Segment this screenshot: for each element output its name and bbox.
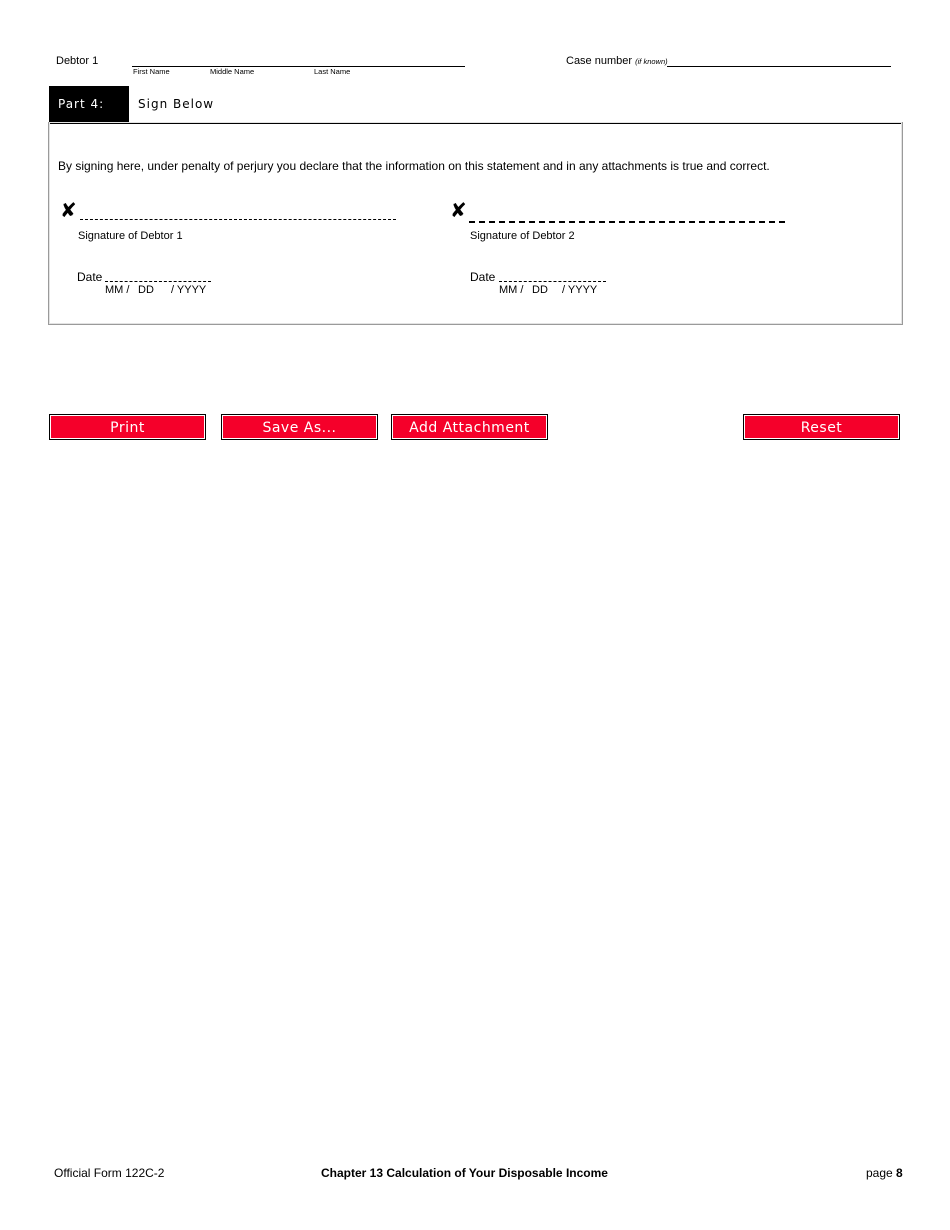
debtor1-signature-line[interactable]	[80, 219, 396, 220]
debtor2-date-dd: DD	[532, 284, 548, 296]
x-mark-icon: ✘	[450, 198, 467, 222]
part-title: Sign Below	[138, 97, 215, 111]
middle-name-caption: Middle Name	[210, 67, 255, 76]
part-header	[49, 86, 902, 124]
case-number-note: (if known)	[635, 57, 668, 66]
debtor-name-line[interactable]	[132, 66, 465, 67]
debtor2-signature-label: Signature of Debtor 2	[470, 230, 575, 242]
debtor1-date-mm: MM /	[105, 284, 130, 296]
first-name-caption: First Name	[133, 67, 170, 76]
reset-button[interactable]: Reset	[743, 414, 900, 440]
debtor2-date-line[interactable]	[499, 281, 606, 282]
print-button[interactable]: Print	[49, 414, 206, 440]
page-label: page	[866, 1166, 893, 1180]
case-number-label	[566, 55, 668, 67]
debtor2-date-label: Date	[470, 270, 496, 284]
x-mark-icon: ✘	[60, 198, 77, 222]
debtor-label: Debtor 1	[56, 55, 99, 67]
case-number-line[interactable]	[667, 66, 891, 67]
debtor1-date-label: Date	[77, 270, 103, 284]
debtor2-date-mm: MM /	[499, 284, 524, 296]
last-name-caption: Last Name	[314, 67, 351, 76]
case-number-text: Case number	[566, 55, 633, 67]
declaration-text: By signing here, under penalty of perjury you declare that the information on this statement and in any attachments is true and correct.	[58, 159, 770, 173]
debtor1-signature-label: Signature of Debtor 1	[78, 230, 183, 242]
debtor1-date-line[interactable]	[105, 281, 211, 282]
save-as-button[interactable]: Save As...	[221, 414, 378, 440]
form-name: Official Form 122C-2	[54, 1166, 165, 1180]
debtor2-date-yyyy: / YYYY	[562, 284, 598, 296]
add-attachment-button[interactable]: Add Attachment	[391, 414, 548, 440]
form-title: Chapter 13 Calculation of Your Disposable Income	[321, 1166, 608, 1180]
part-number: Part 4:	[49, 86, 129, 122]
debtor1-date-dd: DD	[138, 284, 154, 296]
page-indicator	[866, 1166, 903, 1180]
debtor2-signature-line[interactable]	[469, 221, 785, 223]
page-number: 8	[896, 1166, 903, 1180]
debtor1-date-yyyy: / YYYY	[171, 284, 207, 296]
